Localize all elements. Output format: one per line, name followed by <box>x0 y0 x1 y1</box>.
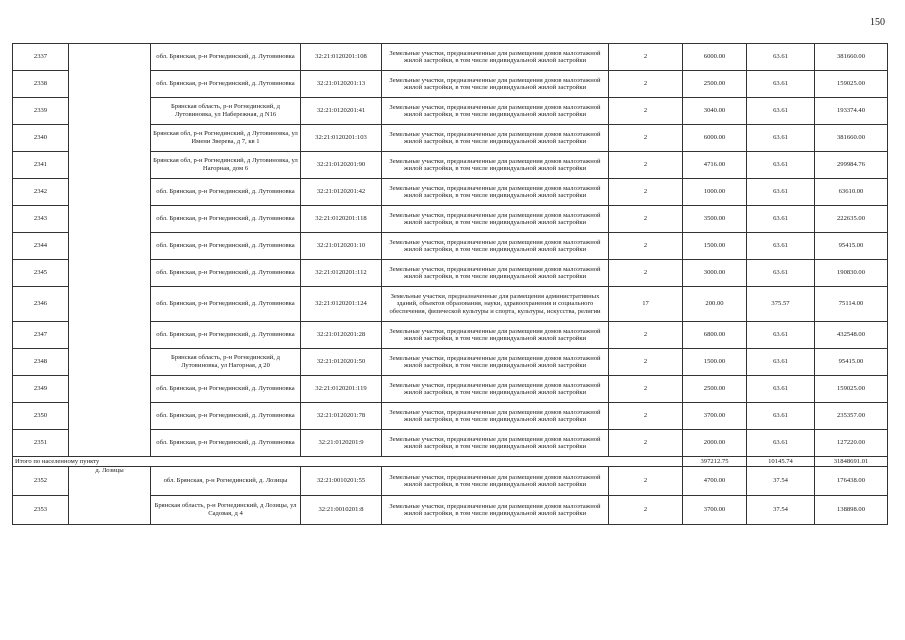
area-cell: 1500.00 <box>683 233 747 260</box>
cadastral-number-cell: 32:21:0120201:50 <box>301 349 382 376</box>
cadastral-value-cell: 138898.00 <box>815 496 888 525</box>
rate-cell: 63.61 <box>747 44 815 71</box>
group-cell: 2 <box>609 44 683 71</box>
land-use-cell: Земельные участки, предназначенные для размещения домов малоэтажной жилой застройки, в том числе индивидуальной жилой застройки <box>382 152 609 179</box>
cadastral-value-cell: 63610.00 <box>815 179 888 206</box>
group-cell: 2 <box>609 260 683 287</box>
area-cell: 6800.00 <box>683 322 747 349</box>
cadastral-number-cell: 32:21:0120201:90 <box>301 152 382 179</box>
rate-cell: 63.61 <box>747 376 815 403</box>
land-use-cell: Земельные участки, предназначенные для размещения домов малоэтажной жилой застройки, в том числе индивидуальной жилой застройки <box>382 376 609 403</box>
cadastral-number-cell: 32:21:0120201:28 <box>301 322 382 349</box>
row-number-cell: 2351 <box>13 430 69 457</box>
row-number-cell: 2352 <box>13 467 69 496</box>
land-use-cell: Земельные участки, предназначенные для размещения домов малоэтажной жилой застройки, в том числе индивидуальной жилой застройки <box>382 467 609 496</box>
area-cell: 4716.00 <box>683 152 747 179</box>
land-use-cell: Земельные участки, предназначенные для размещения домов малоэтажной жилой застройки, в том числе индивидуальной жилой застройки <box>382 233 609 260</box>
address-cell: Брянская обл, р-н Рогнединский, д Лутовиновка, ул Имени Зверева, д 7, кв 1 <box>151 125 301 152</box>
address-cell: обл. Брянская, р-н Рогнединский, д. Лутовиновка <box>151 403 301 430</box>
total-area: 397212.75 <box>683 457 747 467</box>
group-cell: 2 <box>609 71 683 98</box>
cadastral-number-cell: 32:21:0120201:13 <box>301 71 382 98</box>
address-cell: Брянская область, р-н Рогнединский, д Лутовиновка, ул Нагорная, д 20 <box>151 349 301 376</box>
area-cell: 2500.00 <box>683 376 747 403</box>
address-cell: обл. Брянская, р-н Рогнединский, д. Лутовиновка <box>151 179 301 206</box>
cadastral-value-cell: 95415.00 <box>815 349 888 376</box>
row-number-cell: 2346 <box>13 287 69 322</box>
area-cell: 2000.00 <box>683 430 747 457</box>
land-use-cell: Земельные участки, предназначенные для размещения домов малоэтажной жилой застройки, в том числе индивидуальной жилой застройки <box>382 322 609 349</box>
address-cell: обл. Брянская, р-н Рогнединский, д. Лутовиновка <box>151 44 301 71</box>
row-number-cell: 2337 <box>13 44 69 71</box>
group-cell: 2 <box>609 376 683 403</box>
group-cell: 17 <box>609 287 683 322</box>
cadastral-value-cell: 222635.00 <box>815 206 888 233</box>
cadastral-value-cell: 159025.00 <box>815 376 888 403</box>
land-use-cell: Земельные участки, предназначенные для размещения домов малоэтажной жилой застройки, в том числе индивидуальной жилой застройки <box>382 260 609 287</box>
total-label: Итого по населенному пункту <box>13 457 683 467</box>
cadastral-number-cell: 32:21:0120201:42 <box>301 179 382 206</box>
rate-cell: 375.57 <box>747 287 815 322</box>
cadastral-value-cell: 176438.00 <box>815 467 888 496</box>
cadastral-number-cell: 32:21:0010201:55 <box>301 467 382 496</box>
row-number-cell: 2347 <box>13 322 69 349</box>
area-cell: 200.00 <box>683 287 747 322</box>
rate-cell: 63.61 <box>747 125 815 152</box>
address-cell: обл. Брянская, р-н Рогнединский, д. Лутовиновка <box>151 260 301 287</box>
rate-cell: 63.61 <box>747 430 815 457</box>
cadastral-value-cell: 299984.76 <box>815 152 888 179</box>
land-use-cell: Земельные участки, предназначенные для размещения домов малоэтажной жилой застройки, в том числе индивидуальной жилой застройки <box>382 403 609 430</box>
area-cell: 1000.00 <box>683 179 747 206</box>
row-number-cell: 2341 <box>13 152 69 179</box>
cadastral-number-cell: 32:21:0120201:10 <box>301 233 382 260</box>
land-use-cell: Земельные участки, предназначенные для размещения домов малоэтажной жилой застройки, в том числе индивидуальной жилой застройки <box>382 71 609 98</box>
cadastral-number-cell: 32:21:0120201:78 <box>301 403 382 430</box>
group-cell: 2 <box>609 125 683 152</box>
row-number-cell: 2350 <box>13 403 69 430</box>
area-cell: 2500.00 <box>683 71 747 98</box>
total-value: 31848691.01 <box>815 457 888 467</box>
settlement-total-row <box>13 457 888 467</box>
total-rate: 10145.74 <box>747 457 815 467</box>
settlement-name-cell: д. Лозицы <box>69 467 151 525</box>
land-use-cell: Земельные участки, предназначенные для размещения домов малоэтажной жилой застройки, в том числе индивидуальной жилой застройки <box>382 430 609 457</box>
area-cell: 3000.00 <box>683 260 747 287</box>
cadastral-value-cell: 193374.40 <box>815 98 888 125</box>
cadastral-value-table <box>12 43 888 525</box>
row-number-cell: 2345 <box>13 260 69 287</box>
land-use-cell: Земельные участки, предназначенные для размещения домов малоэтажной жилой застройки, в том числе индивидуальной жилой застройки <box>382 125 609 152</box>
cadastral-number-cell: 32:21:0120201:9 <box>301 430 382 457</box>
cadastral-value-cell: 432548.00 <box>815 322 888 349</box>
address-cell: Брянская область, р-н Рогнединский, д Лозицы, ул Садовая, д 4 <box>151 496 301 525</box>
cadastral-value-cell: 381660.00 <box>815 44 888 71</box>
row-number-cell: 2344 <box>13 233 69 260</box>
land-use-cell: Земельные участки, предназначенные для размещения домов малоэтажной жилой застройки, в том числе индивидуальной жилой застройки <box>382 496 609 525</box>
land-use-cell: Земельные участки, предназначенные для размещения домов малоэтажной жилой застройки, в том числе индивидуальной жилой застройки <box>382 98 609 125</box>
address-cell: обл. Брянская, р-н Рогнединский, д. Лутовиновка <box>151 322 301 349</box>
area-cell: 1500.00 <box>683 349 747 376</box>
group-cell: 2 <box>609 98 683 125</box>
row-number-cell: 2340 <box>13 125 69 152</box>
group-cell: 2 <box>609 322 683 349</box>
address-cell: обл. Брянская, р-н Рогнединский, д. Лутовиновка <box>151 430 301 457</box>
address-cell: Брянская область, р-н Рогнединский, д Лутовиновка, ул Набережная, д N16 <box>151 98 301 125</box>
group-cell: 2 <box>609 152 683 179</box>
group-cell: 2 <box>609 179 683 206</box>
area-cell: 3040.00 <box>683 98 747 125</box>
row-number-cell: 2342 <box>13 179 69 206</box>
cadastral-value-cell: 190830.00 <box>815 260 888 287</box>
land-use-cell: Земельные участки, предназначенные для размещения домов малоэтажной жилой застройки, в том числе индивидуальной жилой застройки <box>382 179 609 206</box>
area-cell: 6000.00 <box>683 44 747 71</box>
settlement-name-cell <box>69 44 151 457</box>
cadastral-value-cell: 235357.00 <box>815 403 888 430</box>
land-use-cell: Земельные участки, предназначенные для размещения домов малоэтажной жилой застройки, в том числе индивидуальной жилой застройки <box>382 349 609 376</box>
area-cell: 4700.00 <box>683 467 747 496</box>
cadastral-number-cell: 32:21:0120201:103 <box>301 125 382 152</box>
cadastral-number-cell: 32:21:0010201:8 <box>301 496 382 525</box>
area-cell: 3700.00 <box>683 403 747 430</box>
table-row <box>13 44 888 71</box>
cadastral-value-cell: 159025.00 <box>815 71 888 98</box>
address-cell: Брянская обл, р-н Рогнединский, д Лутовиновка, ул Нагорная, дом 6 <box>151 152 301 179</box>
address-cell: обл. Брянская, р-н Рогнединский, д. Лозицы <box>151 467 301 496</box>
address-cell: обл. Брянская, р-н Рогнединский, д. Лутовиновка <box>151 233 301 260</box>
rate-cell: 63.61 <box>747 349 815 376</box>
cadastral-value-cell: 381660.00 <box>815 125 888 152</box>
group-cell: 2 <box>609 467 683 496</box>
rate-cell: 37.54 <box>747 496 815 525</box>
row-number-cell: 2339 <box>13 98 69 125</box>
rate-cell: 63.61 <box>747 206 815 233</box>
rate-cell: 63.61 <box>747 152 815 179</box>
group-cell: 2 <box>609 403 683 430</box>
group-cell: 2 <box>609 349 683 376</box>
cadastral-number-cell: 32:21:0120201:118 <box>301 206 382 233</box>
row-number-cell: 2348 <box>13 349 69 376</box>
group-cell: 2 <box>609 496 683 525</box>
rate-cell: 63.61 <box>747 403 815 430</box>
address-cell: обл. Брянская, р-н Рогнединский, д. Лутовиновка <box>151 71 301 98</box>
rate-cell: 37.54 <box>747 467 815 496</box>
rate-cell: 63.61 <box>747 233 815 260</box>
area-cell: 3700.00 <box>683 496 747 525</box>
land-use-cell: Земельные участки, предназначенные для размещения домов малоэтажной жилой застройки, в том числе индивидуальной жилой застройки <box>382 44 609 71</box>
address-cell: обл. Брянская, р-н Рогнединский, д. Лутовиновка <box>151 206 301 233</box>
row-number-cell: 2349 <box>13 376 69 403</box>
cadastral-number-cell: 32:21:0120201:112 <box>301 260 382 287</box>
address-cell: обл. Брянская, р-н Рогнединский, д. Лутовиновка <box>151 376 301 403</box>
cadastral-number-cell: 32:21:0120201:124 <box>301 287 382 322</box>
rate-cell: 63.61 <box>747 260 815 287</box>
row-number-cell: 2343 <box>13 206 69 233</box>
rate-cell: 63.61 <box>747 179 815 206</box>
cadastral-number-cell: 32:21:0120201:119 <box>301 376 382 403</box>
rate-cell: 63.61 <box>747 322 815 349</box>
address-cell: обл. Брянская, р-н Рогнединский, д. Лутовиновка <box>151 287 301 322</box>
rate-cell: 63.61 <box>747 98 815 125</box>
table-row <box>13 467 888 496</box>
group-cell: 2 <box>609 430 683 457</box>
land-use-cell: Земельные участки, предназначенные для размещения административных зданий, объектов образования, науки, здравоохранения и социального обеспечения, физической культуры и спорта, культуры, искусства, религии <box>382 287 609 322</box>
cadastral-value-cell: 127220.00 <box>815 430 888 457</box>
cadastral-value-cell: 95415.00 <box>815 233 888 260</box>
land-use-cell: Земельные участки, предназначенные для размещения домов малоэтажной жилой застройки, в том числе индивидуальной жилой застройки <box>382 206 609 233</box>
rate-cell: 63.61 <box>747 71 815 98</box>
area-cell: 6000.00 <box>683 125 747 152</box>
row-number-cell: 2353 <box>13 496 69 525</box>
page-number: 150 <box>870 17 885 28</box>
cadastral-number-cell: 32:21:0120201:41 <box>301 98 382 125</box>
group-cell: 2 <box>609 233 683 260</box>
cadastral-value-cell: 75114.00 <box>815 287 888 322</box>
area-cell: 3500.00 <box>683 206 747 233</box>
row-number-cell: 2338 <box>13 71 69 98</box>
cadastral-number-cell: 32:21:0120201:108 <box>301 44 382 71</box>
group-cell: 2 <box>609 206 683 233</box>
